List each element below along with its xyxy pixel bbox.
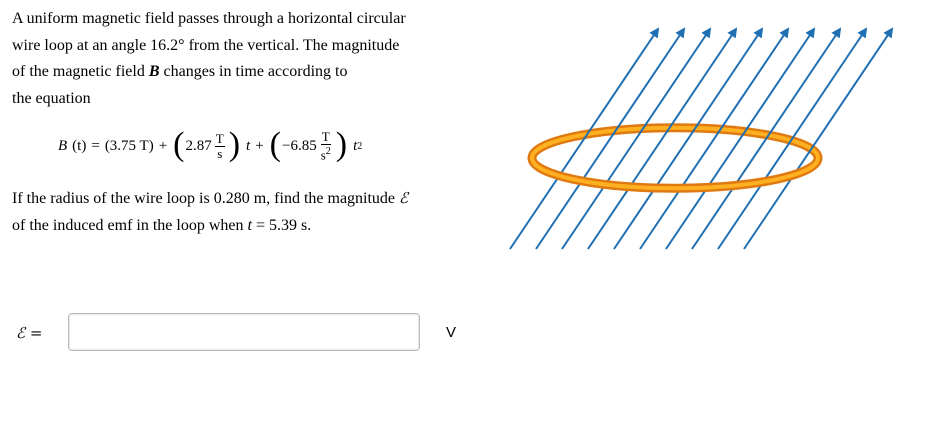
answer-unit: V [446,324,457,341]
eq-unit1-num: T [215,130,224,146]
emf-answer-input[interactable] [68,313,420,351]
eq-paren-close-2: ) [335,126,348,163]
answer-label: ℰ = [16,324,43,342]
eq-lhs: B [58,137,68,154]
magnetic-field-symbol: B [148,63,160,80]
eq-arg: (t) [72,137,87,154]
eq-plus-1: + [158,137,168,154]
eq-var-1: t [246,137,251,154]
eq-unit1-den: s [217,145,223,161]
field-equation [58,122,362,170]
eq-coef-1: 2.87 [185,137,212,154]
eq-coef-2: −6.85 [282,137,317,154]
eq-paren-open-2: ( [269,126,281,163]
question-line-1: If the radius of the wire loop is 0.280 m, find the magnitude [12,190,400,207]
question-text [12,185,482,239]
eq-unit-fraction-2 [320,130,332,162]
eq-paren-close-1: ) [228,126,241,163]
problem-line-2: wire loop at an angle 16.2° from the vertical. The magnitude [12,36,400,54]
time-variable: t [247,217,252,234]
question-line-2-post: = 5.39 s. [251,217,312,234]
eq-unit2-den-base: s [320,147,326,163]
problem-statement [12,6,472,112]
question-line-2-pre: of the induced emf in the loop when [12,217,248,234]
magnetic-field-figure [500,15,900,255]
problem-line-3-post: changes in time according to [159,63,348,80]
answer-row [16,313,476,355]
problem-line-3-pre: of the magnetic field [12,63,149,80]
eq-plus-2: + [255,137,264,154]
emf-symbol: ℰ [399,189,409,207]
eq-unit-fraction-1 [215,132,225,161]
eq-unit2-num: T [321,128,330,144]
eq-equals: = [91,137,100,154]
eq-term1: (3.75 T) [104,137,154,154]
eq-unit2-den [320,145,332,162]
eq-unit2-den-exp: 2 [325,145,331,157]
eq-var-2: t [353,137,358,154]
problem-line-4: the equation [12,89,91,107]
problem-line-1: A uniform magnetic field passes through a horizontal circular [12,10,406,27]
eq-var-2-exp: 2 [357,140,363,152]
eq-paren-open-1: ( [173,126,185,163]
